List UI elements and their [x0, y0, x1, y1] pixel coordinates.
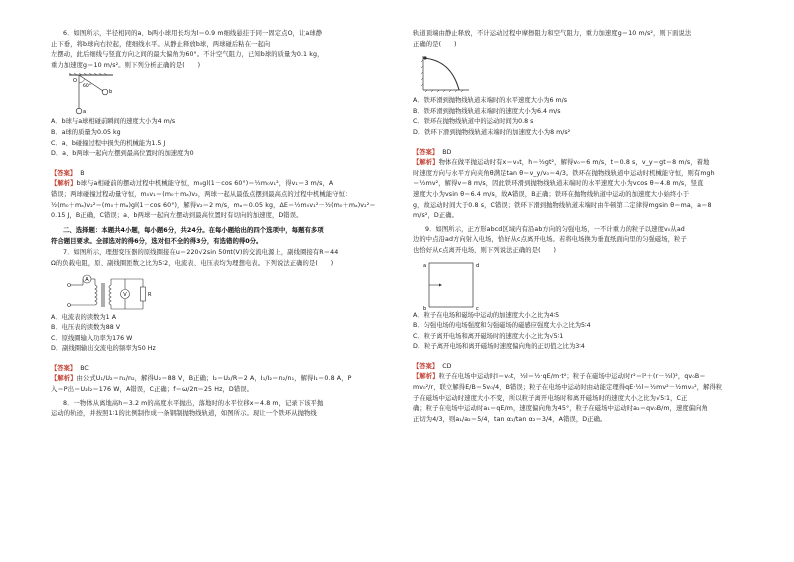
q7-explanation-line2: 入＝P出＝U₂I₂＝176 W，A错误，C正确；f＝ω/2π＝25 Hz，D错误。 — [51, 386, 254, 394]
answer-value: B — [80, 169, 85, 177]
q7-option-b: B．电压表的读数为88 V — [51, 324, 121, 332]
q8-option-c: C．铁环在抛物线轨道中的运动时间为0.8 s — [413, 118, 534, 126]
fig-resistor-label: R — [148, 291, 152, 298]
q6-option-a: A．b球与a球相碰前瞬间的速度大小为4 m/s — [51, 118, 176, 126]
section-2-heading-line1: 二、选择题：本题共4小题，每小题6分，共24分。在每小题给出的四个选项中，每题有多项 — [63, 225, 324, 234]
q8-stem-line4: 正确的是( ) — [413, 40, 457, 48]
q9-option-b: B．匀强电场的电场强度和匀强磁场的磁感应强度大小之比为5∶4 — [413, 322, 591, 330]
answer-value: BC — [80, 364, 89, 372]
q9-option-c: C．粒子离开电场和离开磁场时的速度大小之比为√5∶1 — [413, 332, 564, 340]
q8-option-b: B．铁环滑到抛物线轨道末端时的速度大小为6.4 m/s — [413, 107, 561, 115]
q7-option-a: A．电流表的读数为1 A — [51, 313, 116, 321]
q9-explanation-line5: 正切为4/3，则a₁/a₂＝5/4，tan α₁/tan α₂＝3/4，A错误，D正确。 — [413, 415, 607, 423]
fig-label-o: O — [73, 78, 77, 85]
square-field-diagram — [419, 259, 489, 311]
q9-stem-line3: 也恰好从c点离开电场，则下列说法正确的是( ) — [413, 246, 557, 254]
fig-ammeter-label: A — [85, 276, 89, 283]
q8-explanation-line2: 时速度方向与水平方向夹角θ满足tan θ＝v_y/v₀＝4/3。铁环在抛物线轨道中运动时机械能守恒，则有mgh — [413, 169, 715, 177]
q7-option-c: C．原线圈输入功率为176 W — [51, 334, 133, 342]
q9-option-d: D．粒子离开电场和离开磁场时速度偏向角的正切值之比为3∶4 — [413, 343, 585, 351]
q8-stem-line3: 轨道顶端由静止释放，不计运动过程中摩擦阻力和空气阻力，重力加速度g＝10 m/s²，则下面说法 — [413, 30, 692, 37]
answer-label: 【答案】 — [51, 169, 77, 177]
q6-stem-line3: 左摆动，此后细线与竖直方向之间的最大偏角为60°。不计空气阻力，已知b球的质量为0.1 kg， — [51, 51, 324, 59]
q7-option-d: D．副线圈输出交流电的频率为50 Hz — [51, 345, 156, 353]
q6-explanation-line4: 0.15 J，B正确，C错误；a、b两球一起向左摆动到最高位置时有切向的加速度，D错误。 — [51, 212, 303, 220]
answer-value: CD — [442, 362, 452, 370]
explanation-label: 【解析】 — [51, 180, 77, 188]
fig-label-angle: 60° — [83, 84, 91, 90]
q8-explanation-line4: 速度大小为vsin θ＝6.4 m/s，故A错误，B正确；铁环在抛物线轨道中运动的加速度大小始终小于 — [413, 190, 690, 198]
q8-parabola-track-figure — [421, 52, 756, 96]
fig-label-a: a — [83, 109, 87, 116]
pendulum-diagram — [63, 73, 143, 117]
explanation-text: 由公式U₁/U₂＝n₁/n₂，解得U₂＝88 V，B正确；I₂＝U₂/R＝2 A，I₁/I₂＝n₂/n₁，解得I₁＝0.8 A，P — [76, 375, 352, 383]
answer-value: BD — [442, 148, 452, 156]
q8-stem-line1: 8．一物体从离地高h＝3.2 m的高度水平抛出，落地时的水平位移x＝4.8 m，记录下该平抛 — [63, 399, 324, 407]
q9-explanation-line3: 子在磁场中运动时速度大小不变，所以粒子离开电场时和离开磁场时的速度大小之比为√5∶1，C正 — [413, 394, 688, 402]
left-column — [51, 0, 394, 562]
q9-stem-line2: 边的中点沿ad方向射入电场，恰好从c点离开电场。若将电场换为垂直纸面向里的匀强磁场，粒子 — [413, 236, 687, 244]
q7-answer — [51, 355, 394, 375]
q6-explanation-line2: 错误；两球碰撞过程动量守恒，m₀v₁＝(m₀＋mₐ)v₂，两球一起从最低点摆到最高点的过程中机械能守恒： — [51, 190, 352, 198]
fig-voltmeter-label: V — [123, 291, 127, 298]
fig-corner-d: d — [476, 262, 480, 269]
q6-option-c: C．a、b碰撞过程中损失的机械能为1.5 J — [51, 139, 166, 147]
q6-stem-line2: 止下垂，将b球向右拉起，使细线水平。从静止释放b球，两球碰后粘在一起向 — [51, 40, 271, 48]
q7-stem-line1: 7．如图所示，理想变压器的原线圈接在u＝220√2sin 50πt(V)的交流电源上，副线圈接有R＝44 — [63, 249, 339, 257]
q8-option-d: D．铁环下滑到抛物线轨道末端时的加速度大小为8 m/s² — [413, 128, 571, 136]
q7-transformer-figure — [65, 271, 394, 313]
explanation-label: 【解析】 — [51, 375, 77, 383]
q9-answer — [413, 353, 756, 373]
explanation-label: 【解析】 — [413, 159, 439, 167]
question-6 — [51, 29, 394, 420]
q6-option-d: D．a、b两球一起向左摆到最高位置时的加速度为0 — [51, 150, 194, 158]
q9-option-a: A．粒子在电场和磁场中运动的加速度大小之比为4∶5 — [413, 311, 560, 319]
parabola-track-diagram — [421, 52, 481, 96]
fig-corner-b: b — [423, 305, 427, 311]
explanation-text: 粒子在电场中运动时l＝v₀t，½l＝½·qE/m·t²；粒子在磁场中运动时r²＝l²＋(r－½l)²，qv₀B＝ — [438, 373, 706, 381]
q8-explanation-line1 — [413, 158, 756, 169]
explanation-text: 物体在做平抛运动时有x＝v₀t，h＝½gt²，解得v₀＝6 m/s，t＝0.8 s，v_y＝gt＝8 m/s，着地 — [438, 159, 710, 167]
q8-explanation-line6: m/s²，D正确。 — [413, 212, 458, 220]
q8-stem-line2: 运动的轨迹，并按照1∶1的比例制作成一条钢制抛物线轨道，如图所示。现让一个铁环从抛物线 — [51, 410, 317, 418]
answer-label: 【答案】 — [51, 364, 77, 372]
fig-label-b: b — [109, 89, 113, 96]
q9-stem-line1: 9．如图所示，正方形abcd区域内有沿ab方向的匀强电场，一不计重力的粒子以速度v₀从ad — [425, 225, 685, 233]
section-2-heading-line2: 符合题目要求。全部选对的得6分，选对但不全的得3分，有选错的得0分。 — [51, 236, 263, 245]
fig-corner-a: a — [423, 262, 427, 269]
fig-corner-c: c — [476, 305, 479, 311]
q8-explanation-line3: ＝½mv²，解得v＝8 m/s，因此铁环滑到抛物线轨道末端时的水平速度大小为vcos θ＝4.8 m/s，竖直 — [413, 180, 704, 188]
answer-label: 【答案】 — [413, 148, 439, 156]
right-column — [413, 0, 756, 562]
question-8-continued — [413, 29, 756, 425]
q9-explanation-line1 — [413, 372, 756, 383]
q7-stem-line2: Ω的负载电阻，原、副线圈匝数之比为5∶2，电流表、电压表均为理想电表。下列说法正确的是( ) — [51, 259, 334, 267]
q6-explanation-line3: ½(m₀＋mₐ)v₂²＝(m₀＋mₐ)gl(1－cos 60°)，解得v₂＝2 m/s，mₐ＝0.05 kg，ΔE＝½m₀v₁²－½(m₀＋mₐ)v₂²＝ — [51, 201, 376, 209]
q6-option-b: B．a球的质量为0.05 kg — [51, 128, 121, 136]
q9-square-field-figure — [419, 259, 756, 311]
q9-explanation-line4: 确；粒子在电场中运动时a₁＝qE/m，速度偏向角为45°，粒子在磁场中运动时a₂＝qv₀B/m，速度偏向角 — [413, 405, 708, 413]
explanation-text: b球与a相碰前的摆动过程中机械能守恒，m₀gl(1－cos 60°)＝½m₀v₁²，得v₁＝3 m/s，A — [76, 180, 334, 188]
q6-stem-line4: 重力加速度g＝10 m/s²。则下列分析正确的是( ) — [51, 61, 201, 69]
q8-option-a: A．铁环滑到抛物线轨道末端时的水平速度大小为6 m/s — [413, 97, 568, 105]
explanation-label: 【解析】 — [413, 373, 439, 381]
q6-pendulum-figure — [63, 73, 394, 117]
answer-label: 【答案】 — [413, 362, 439, 370]
q9-explanation-line2: mv₀²/r，联立解得E/B＝5v₀/4，B错误；粒子在电场中运动时由动能定理得qE·½l＝½mv²－½mv₀²，解得粒 — [413, 384, 723, 392]
q6-stem-line1: 6．如图所示，半径相同的a、b两小球用长均为l＝0.9 m细线悬挂于同一固定点O，让a球静 — [63, 30, 323, 37]
transformer-circuit-diagram — [65, 271, 175, 313]
q6-explanation-line1 — [51, 179, 394, 190]
q7-explanation-line1 — [51, 374, 394, 385]
q8-answer — [413, 139, 756, 159]
q6-answer — [51, 160, 394, 180]
q8-explanation-line5: g，故运动时间大于0.8 s，C错误；铁环下滑到抛物线轨道末端时由牛顿第二定律得mgsin θ＝ma，a＝8 — [413, 201, 712, 209]
